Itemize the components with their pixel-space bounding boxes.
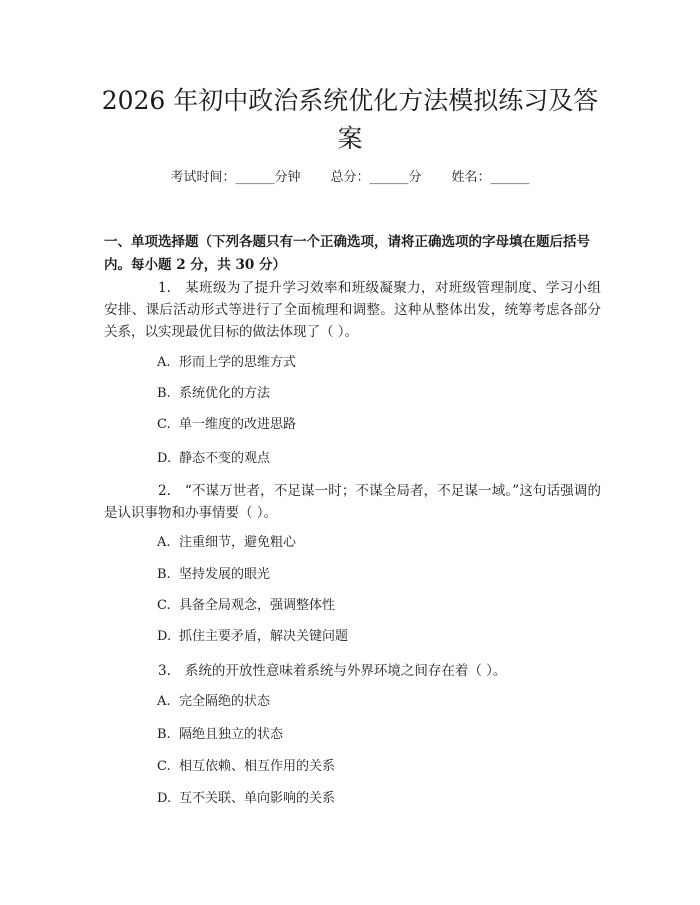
question-number: 2. [158, 483, 171, 499]
question-2-option-c [157, 596, 577, 616]
question-1-option-a [157, 353, 577, 373]
option-letter: A. [157, 535, 171, 550]
question-text: “不谋万世者，不足谋一时；不谋全局者，不足谋一域。”这句话强调的是认识事物和办事情要（ ）。 [104, 483, 601, 521]
question-number: 3. [158, 663, 171, 679]
option-letter: C. [157, 759, 171, 774]
option-text: 抓住主要矛盾，解决关键问题 [179, 629, 349, 644]
exam-info-line [0, 168, 700, 188]
document-title: 2026 年初中政治系统优化方法模拟练习及答案 [101, 86, 599, 153]
question-number: 1. [158, 280, 171, 296]
option-letter: C. [157, 417, 171, 432]
question-1-option-d [157, 449, 577, 469]
option-text: 互不关联、单向影响的关系 [179, 791, 336, 806]
section-heading: 一、单项选择题（下列各题只有一个正确选项，请将正确选项的字母填在题后括号内。每小题 2 分，共 30 分） [104, 234, 590, 273]
question-1-option-b [157, 384, 577, 404]
question-text: 某班级为了提升学习效率和班级凝聚力，对班级管理制度、学习小组安排、课后活动形式等进行了全面梳理和调整。这种从整体出发，统筹考虑各部分关系，以实现最优目标的做法体现了（ ）。 [104, 280, 601, 340]
option-letter: B. [157, 386, 171, 401]
exam-time-field: 考试时间：______分钟 [170, 170, 301, 185]
option-letter: A. [157, 694, 171, 709]
question-3-option-a [157, 692, 577, 712]
option-text: 完全隔绝的状态 [179, 694, 271, 709]
question-2-option-d [157, 627, 577, 647]
option-letter: A. [157, 355, 171, 370]
option-letter: C. [157, 598, 171, 613]
question-2 [104, 480, 601, 524]
option-text: 相互依赖、相互作用的关系 [179, 759, 336, 774]
option-text: 静态不变的观点 [179, 451, 271, 466]
question-1-option-c [157, 415, 577, 435]
question-text: 系统的开放性意味着系统与外界环境之间存在着（ ）。 [184, 663, 507, 679]
option-text: 坚持发展的眼光 [179, 567, 271, 582]
total-score-field: 总分：______分 [330, 170, 422, 185]
student-name-field: 姓名：______ [451, 170, 530, 185]
option-letter: D. [157, 791, 172, 806]
option-letter: B. [157, 727, 171, 742]
option-letter: D. [157, 451, 172, 466]
option-text: 注重细节，避免粗心 [179, 535, 297, 550]
question-3 [104, 660, 601, 682]
option-letter: D. [157, 629, 172, 644]
option-letter: B. [157, 567, 171, 582]
question-2-option-a [157, 533, 577, 553]
option-text: 形而上学的思维方式 [179, 355, 297, 370]
question-3-option-c [157, 757, 577, 777]
option-text: 具备全局观念，强调整体性 [179, 598, 336, 613]
question-3-option-b [157, 725, 577, 745]
question-2-option-b [157, 565, 577, 585]
question-1 [104, 277, 601, 343]
question-3-option-d [157, 789, 577, 809]
option-text: 单一维度的改进思路 [179, 417, 297, 432]
option-text: 隔绝且独立的状态 [179, 727, 284, 742]
option-text: 系统优化的方法 [179, 386, 271, 401]
